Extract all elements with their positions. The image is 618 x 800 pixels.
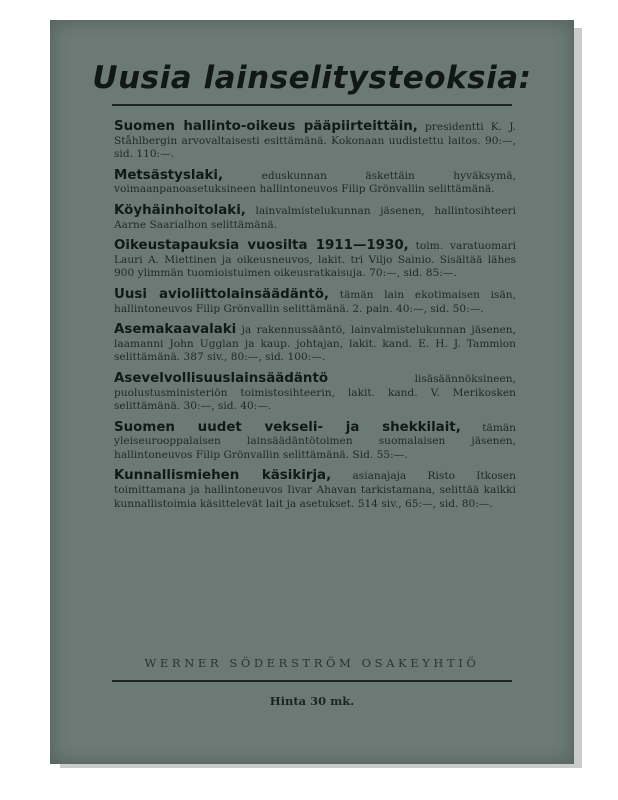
book-title: Metsästyslaki, xyxy=(114,167,224,183)
book-description: tämän yleiseurooppalaisen lainsäädäntötoimen suomalaisen jäsenen, hallintoneuvos Filip Grönvallin selittämänä. Sid. 55:—. xyxy=(114,421,516,461)
book-entry xyxy=(114,120,516,162)
price-label: Hinta 30 mk. xyxy=(269,694,355,708)
book-description: lainvalmistelukunnan jäsenen, hallintosihteeri Aarne Saarialhon selittämänä. xyxy=(114,204,516,231)
cover-heading: Uusia lainselitysteoksia: xyxy=(92,60,532,96)
book-entry xyxy=(114,323,516,365)
book-description: eduskunnan äskettäin hyväksymä, voimaanpanoasetuksineen hallintoneuvos Filip Grönvallin selittämänä. xyxy=(114,169,516,196)
book-entry xyxy=(114,169,516,197)
book-entry xyxy=(114,469,516,511)
publisher-name: WERNER SÖDERSTRÖM OSAKEYHTIÖ xyxy=(144,656,480,670)
book-back-cover xyxy=(50,20,574,764)
book-title: Uusi avioliittolainsäädäntö, xyxy=(114,286,329,302)
book-title: Kunnallismiehen käsikirja, xyxy=(114,468,332,484)
bottom-rule xyxy=(112,680,512,682)
book-description: asianajaja Risto Itkosen toimittamana ja hallintoneuvos Iivar Ahavan tarkistamana, selittää kaikki kunnallistoimia käsittelevät lait ja asetukset. 514 siv., 65:—, sid. 80:—. xyxy=(114,470,516,510)
book-description: lisäsäännöksineen, puolustusministeriön toimistosihteerin, lakit. kand. V. Merikosken selittämänä. 30:—, sid. 40:—. xyxy=(114,372,516,413)
book-entry xyxy=(114,421,516,463)
book-title: Suomen hallinto-oikeus pääpiirteittäin, xyxy=(114,119,418,134)
book-description: ja rakennussääntö, lainvalmistelukunnan jäsenen, laamanni John Ugglan ja kaup. johtajan, lakit. kand. E. H. J. Tammion selittämänä. 387 siv., 80:—, sid. 100:—. xyxy=(114,324,516,364)
book-title: Suomen uudet vekseli- ja shekkilait, xyxy=(114,419,461,435)
book-entry xyxy=(114,204,516,232)
book-entry xyxy=(114,288,516,316)
book-description: toim. varatuomari Lauri A. Miettinen ja oikeusneuvos, lakit. tri Viljo Sainio. Sisältää lähes 900 ylimmän tuomioistuimen oikeusratkaisuja. 70:—, sid. 85:—. xyxy=(114,240,516,280)
book-title: Asemakaavalaki xyxy=(114,322,237,338)
book-title: Asevelvollisuuslainsäädäntö xyxy=(114,370,329,386)
top-rule xyxy=(112,104,512,106)
book-description: tämän lain ekotimaisen isän, hallintoneuvos Filip Grönvallin selittämänä. 2. pain. 40:—, sid. 50:—. xyxy=(114,288,516,315)
book-entry xyxy=(114,239,516,281)
book-title: Köyhäinhoitolaki, xyxy=(114,202,246,218)
book-title: Oikeustapauksia vuosilta 1911—1930, xyxy=(114,238,409,254)
book-list xyxy=(114,120,516,518)
book-entry xyxy=(114,372,516,414)
book-description: presidentti K. J. Ståhlbergin arvovaltaisesti esittämänä. Kokonaan uudistettu laitos. 90:—, sid. 110:—. xyxy=(114,121,516,161)
